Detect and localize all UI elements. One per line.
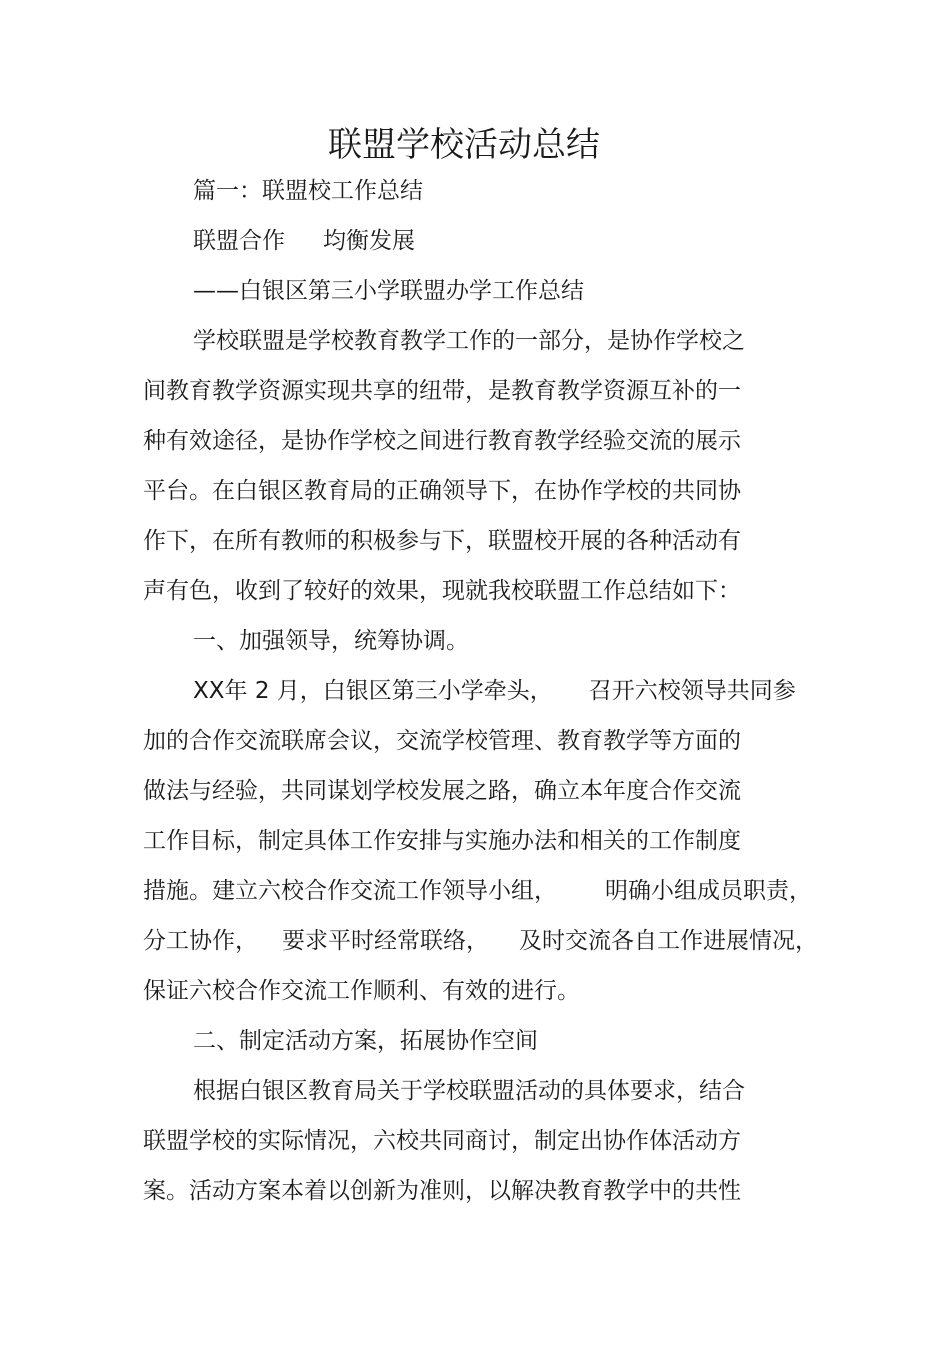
para2-line5-a: 措施。建立六校合作交流工作领导小组， [143,878,557,904]
paragraph-line [143,924,818,958]
para2-line5-b: 明确小组成员职责， [605,878,812,904]
paragraph-line: 声有色，收到了较好的效果，现就我校联盟工作总结如下： [143,578,741,604]
document-subtitle: ——白银区第三小学联盟办学工作总结 [193,278,584,304]
paragraph-line: 种有效途径，是协作学校之间进行教育教学经验交流的展示 [143,428,741,454]
para2-line6-c: 及时交流各自工作进展情况， [519,928,818,954]
section-heading-1: 一、加强领导，统筹协调。 [193,628,469,654]
paragraph-line: 学校联盟是学校教育教学工作的一部分，是协作学校之 [193,328,745,354]
paragraph-line: 根据白银区教育局关于学校联盟活动的具体要求，结合 [193,1078,745,1104]
paragraph-line: 联盟学校的实际情况，六校共同商讨，制定出协作体活动方 [143,1128,741,1154]
paragraph-line: 工作目标，制定具体工作安排与实施办法和相关的工作制度 [143,828,741,854]
paragraph-line: 案。活动方案本着以创新为准则，以解决教育教学中的共性 [143,1178,741,1204]
document-title: 联盟学校活动总结 [328,125,600,165]
part-heading: 篇一：联盟校工作总结 [193,178,423,204]
para2-first-b: 召开六校领导共同参 [588,678,796,704]
paragraph-line: 加的合作交流联席会议，交流学校管理、教育教学等方面的 [143,728,741,754]
paragraph-line: 作下，在所有教师的积极参与下，联盟校开展的各种活动有 [143,528,741,554]
theme-b: 均衡发展 [323,228,415,254]
theme-line [193,224,415,258]
paragraph-line: 平台。在白银区教育局的正确领导下，在协作学校的共同协 [143,478,741,504]
para2-first-a: XX年 2 月，白银区第三小学牵头， [193,678,553,704]
paragraph-line: 做法与经验，共同谋划学校发展之路，确立本年度合作交流 [143,778,741,804]
para2-line6-b: 要求平时经常联络， [282,928,489,954]
paragraph-line [143,874,812,908]
para2-line6-a: 分工协作， [143,928,258,954]
theme-a: 联盟合作 [193,228,285,254]
paragraph-line: 保证六校合作交流工作顺利、有效的进行。 [143,978,580,1004]
section-heading-2: 二、制定活动方案，拓展协作空间 [193,1028,538,1054]
paragraph-line [193,674,796,708]
paragraph-line: 间教育教学资源实现共享的纽带，是教育教学资源互补的一 [143,378,741,404]
